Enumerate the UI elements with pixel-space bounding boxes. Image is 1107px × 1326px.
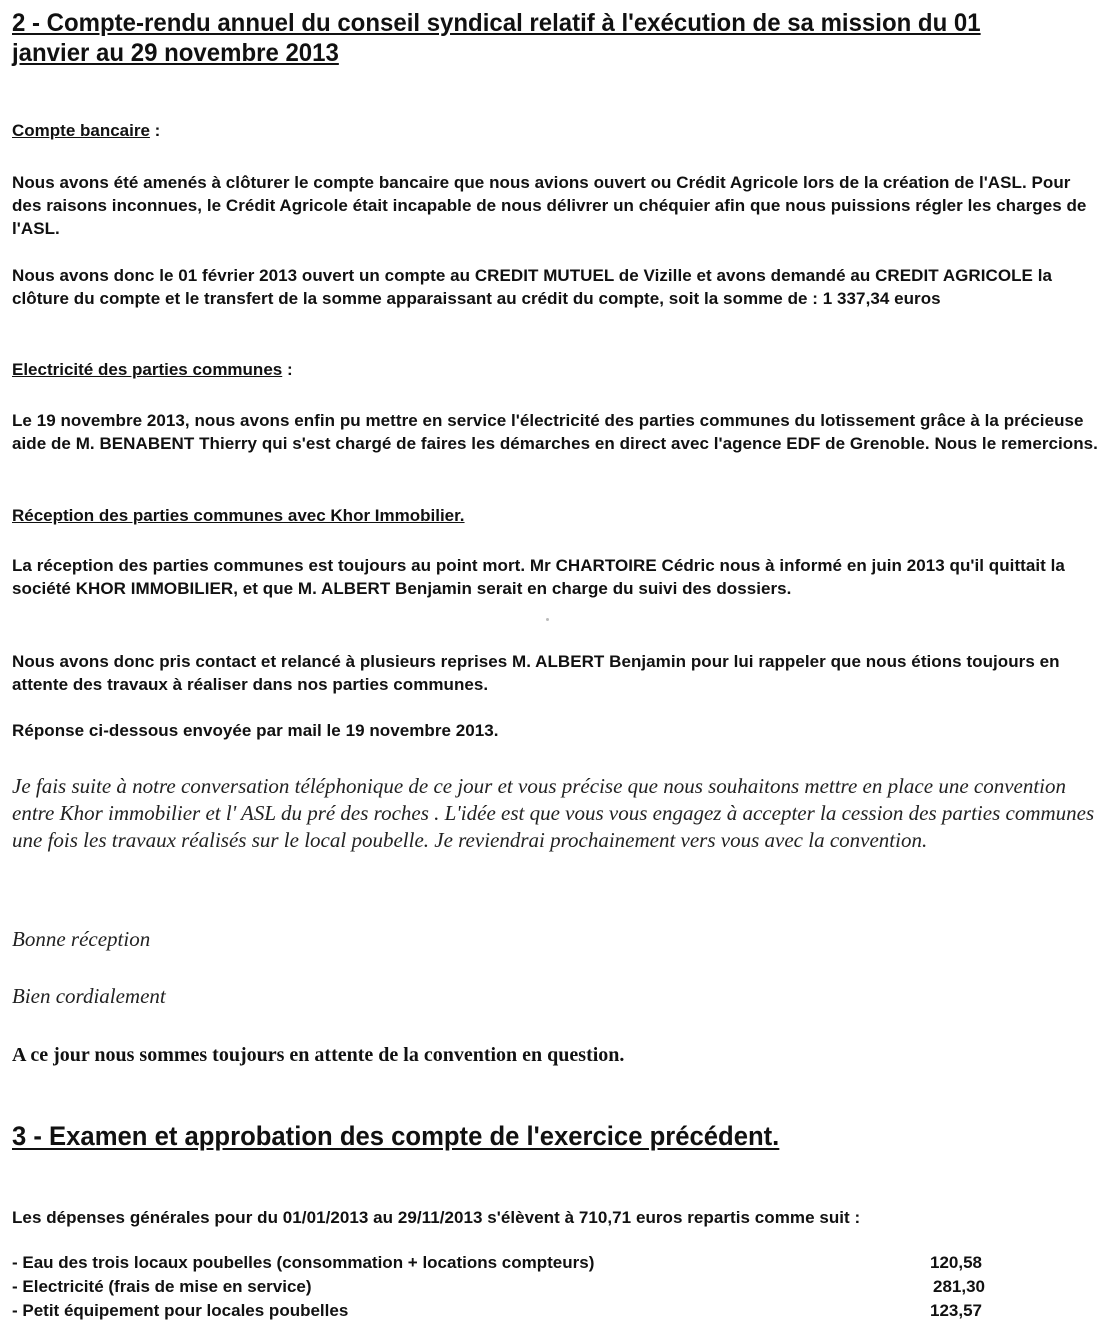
email-body: Je fais suite à notre conversation téléphonique de ce jour et vous précise que nous souhaitons mettre en place une convention entre Khor immobilier et l' ASL du pré des roches . L'idée est que vous vous engagez à accepter la cession des parties communes une fois les travaux réalisés sur le local poubelle. Je reviendrai prochainement vers vous avec la convention. <box>12 774 1095 852</box>
reception-heading-text: Réception des parties communes avec Khor Immobilier. <box>12 506 465 525</box>
reception-paragraph-2: Nous avons donc pris contact et relancé à plusieurs reprises M. ALBERT Benjamin pour lui rappeler que nous étions toujours en attente des travaux à réaliser dans nos parties communes. <box>12 652 1060 694</box>
expenses-intro: Les dépenses générales pour du 01/01/2013 au 29/11/2013 s'élèvent à 710,71 euros repartis comme suit : <box>12 1208 861 1227</box>
expense-row <box>12 1275 1012 1299</box>
expense-row <box>12 1299 1012 1323</box>
expense-label: - Electricité (frais de mise en service) <box>12 1277 312 1296</box>
reception-paragraph-3: Réponse ci-dessous envoyée par mail le 19 novembre 2013. <box>12 721 499 740</box>
electricity-heading <box>12 359 293 381</box>
electricity-heading-text: Electricité des parties communes <box>12 360 283 379</box>
reception-heading <box>12 505 465 527</box>
expense-label: - Petit équipement pour locales poubelles <box>12 1301 349 1320</box>
email-closing-2: Bien cordialement <box>12 984 166 1008</box>
bank-account-heading <box>12 120 160 142</box>
bank-paragraph-1: Nous avons été amenés à clôturer le compte bancaire que nous avions ouvert ou Crédit Agricole lors de la création de l'ASL. Pour des raisons inconnues, le Crédit Agricole était incapable de nous délivrer un chéquier afin que nous puissions régler les charges de l'ASL. <box>12 173 1087 238</box>
expense-amount: 281,30 <box>933 1277 985 1296</box>
section-3-title: 3 - Examen et approbation des compte de l'exercice précédent. <box>12 1121 780 1151</box>
expense-row <box>12 1251 1012 1275</box>
expense-amount: 120,58 <box>930 1253 982 1272</box>
electricity-paragraph: Le 19 novembre 2013, nous avons enfin pu mettre en service l'électricité des parties communes du lotissement grâce à la précieuse aide de M. BENABENT Thierry qui s'est chargé de faires les démarches en direct avec l'agence EDF de Grenoble. Nous le remercions. <box>12 411 1098 453</box>
scan-speck <box>546 618 549 621</box>
bank-paragraph-2: Nous avons donc le 01 février 2013 ouvert un compte au CREDIT MUTUEL de Vizille et avons demandé au CREDIT AGRICOLE la clôture du compte et le transfert de la somme apparaissant au crédit du compte, soit la somme de : 1 337,34 euros <box>12 266 1053 308</box>
bank-account-heading-suffix: : <box>149 121 161 140</box>
electricity-heading-suffix: : <box>282 360 293 379</box>
expense-label: - Eau des trois locaux poubelles (consommation + locations compteurs) <box>12 1253 595 1272</box>
section-2-title: 2 - Compte-rendu annuel du conseil syndical relatif à l'exécution de sa mission du 01 janvier au 29 novembre 2013 <box>12 9 981 67</box>
email-closing-1: Bonne réception <box>12 927 151 951</box>
reception-paragraph-1: La réception des parties communes est toujours au point mort. Mr CHARTOIRE Cédric nous à informé en juin 2013 qu'il quittait la société KHOR IMMOBILIER, et que M. ALBERT Benjamin serait en charge du suivi des dossiers. <box>12 556 1065 598</box>
expense-amount: 123,57 <box>930 1301 982 1320</box>
expense-list <box>12 1251 1012 1323</box>
bank-account-heading-text: Compte bancaire <box>12 121 150 140</box>
status-line: A ce jour nous sommes toujours en attente de la convention en question. <box>12 1044 625 1066</box>
